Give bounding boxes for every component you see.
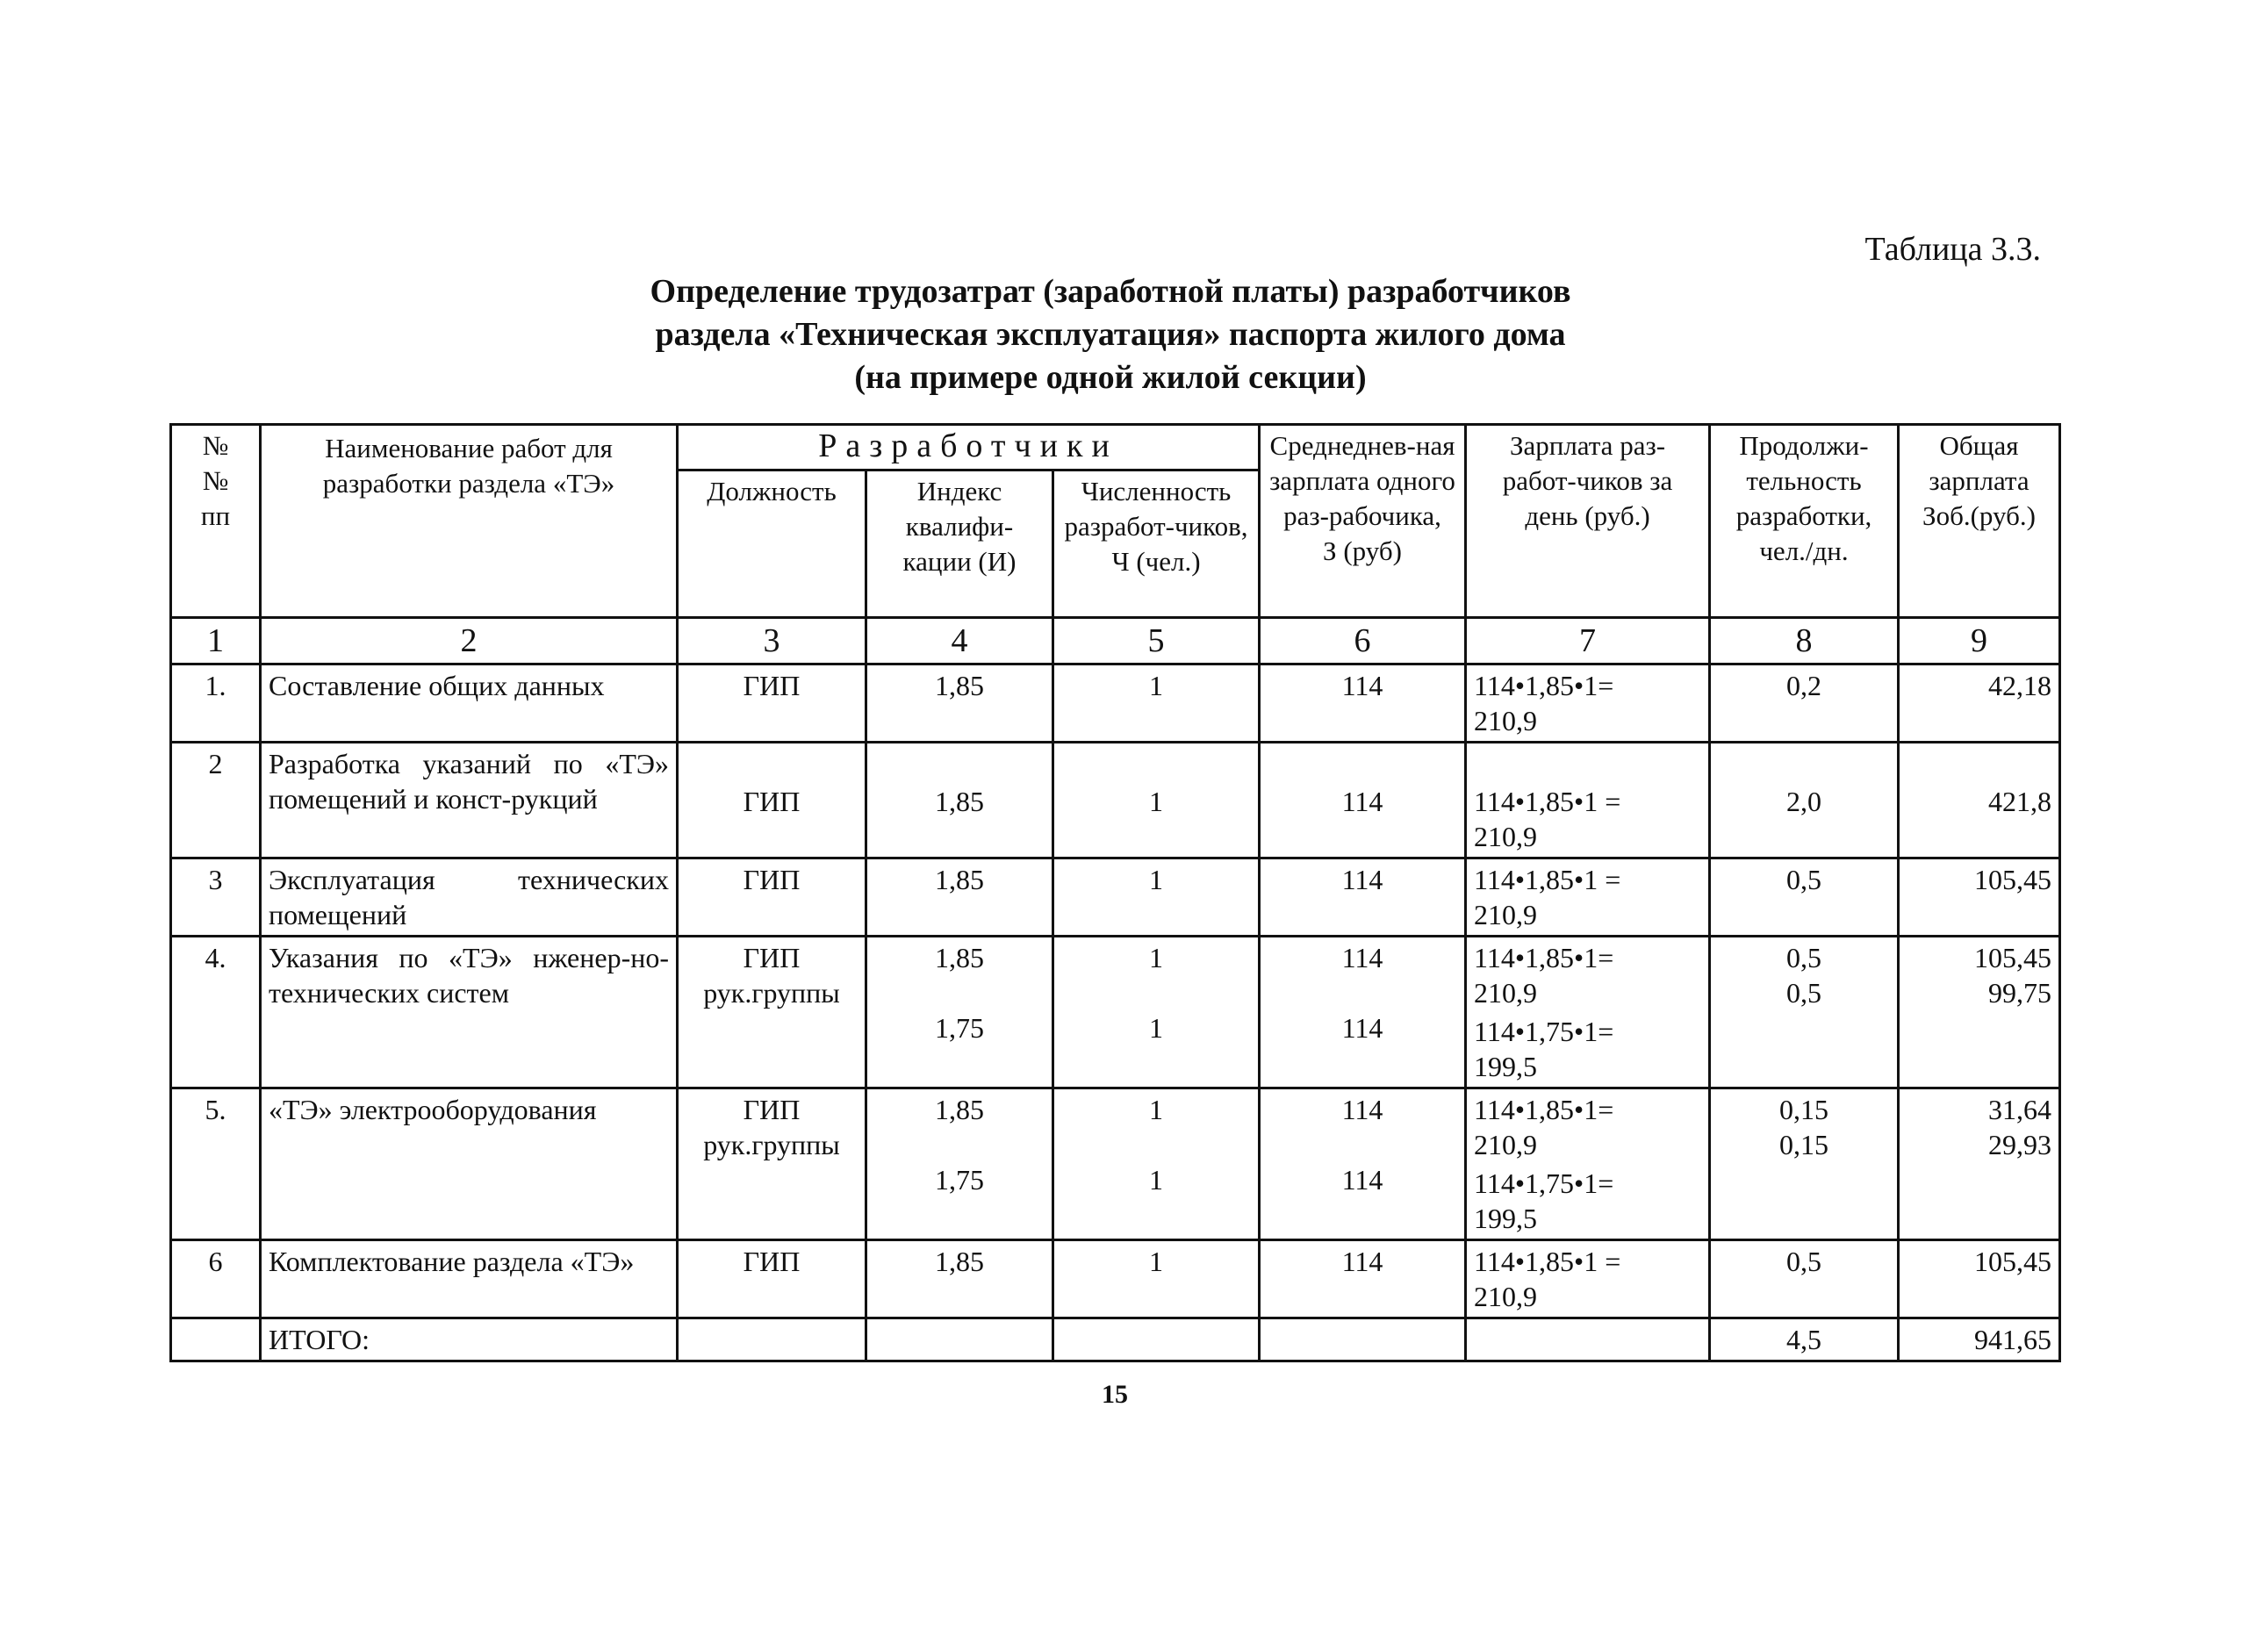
row-name: Составление общих данных [261, 664, 678, 743]
table-title [527, 270, 1694, 399]
title-line-3: (на примере одной жилой секции) [854, 359, 1367, 396]
count-value: 1 [1149, 942, 1163, 973]
header-total-salary: Общая зарплата Зоб.(руб.) [1899, 425, 2060, 618]
row-count: 1 [1053, 1240, 1260, 1318]
row-count: 1 [1053, 858, 1260, 937]
row-salary [1466, 1088, 1710, 1240]
position-value: рук.группы [703, 1129, 840, 1160]
index-value: 1,75 [935, 1164, 984, 1196]
row-num: 3 [171, 858, 261, 937]
row-num: 5. [171, 1088, 261, 1240]
count-value: 1 [1149, 1012, 1163, 1044]
table-row [171, 1088, 2060, 1240]
row-index: 1,85 [866, 1240, 1053, 1318]
row-index: 1,85 [866, 858, 1053, 937]
header-num-line-2: № [202, 465, 229, 496]
header-avg-salary-text: Среднеднев-ная зарплата одного раз-рабочика, [1269, 430, 1455, 531]
salary-result: 210,9 [1474, 977, 1537, 1009]
total-num-empty [171, 1318, 261, 1361]
avg-salary-value: 114 [1341, 942, 1383, 973]
row-total: 421,8 [1899, 743, 2060, 858]
header-developers: Разработчики [678, 425, 1260, 470]
position-value: рук.группы [703, 977, 840, 1009]
header-count [1053, 470, 1260, 618]
column-number: 9 [1899, 618, 2060, 664]
header-position: Должность [678, 470, 866, 618]
avg-salary-value: 114 [1341, 1164, 1383, 1196]
row-total [1899, 937, 2060, 1088]
column-numbers-row [171, 618, 2060, 664]
row-position [678, 1088, 866, 1240]
title-line-1: Определение трудозатрат (заработной платы) разработчиков [650, 273, 1571, 310]
column-number: 1 [171, 618, 261, 664]
total-empty [1053, 1318, 1260, 1361]
total-empty [1260, 1318, 1466, 1361]
total-label: ИТОГО: [261, 1318, 678, 1361]
total-duration: 4,5 [1710, 1318, 1899, 1361]
table-label: Таблица 3.3. [1864, 231, 2041, 268]
total-row [171, 1318, 2060, 1361]
header-num-line-1: № [202, 430, 229, 461]
table-row [171, 743, 2060, 858]
column-number: 7 [1466, 618, 1710, 664]
row-num: 2 [171, 743, 261, 858]
row-salary [1466, 858, 1710, 937]
total-salary: 941,65 [1899, 1318, 2060, 1361]
title-line-2: раздела «Техническая эксплуатация» паспорта жилого дома [655, 316, 1566, 353]
row-count: 1 [1053, 664, 1260, 743]
header-name: Наименование работ для разработки раздела «ТЭ» [261, 425, 678, 618]
row-count: 1 [1053, 743, 1260, 858]
row-avg-salary: 114 [1260, 1240, 1466, 1318]
total-empty [866, 1318, 1053, 1361]
row-name: Указания по «ТЭ» нженер-но-технических систем [261, 937, 678, 1088]
row-count [1053, 937, 1260, 1088]
page-number: 15 [1102, 1380, 1128, 1409]
salary-formula: 114•1,85•1 = [1474, 786, 1621, 817]
count-value: 1 [1149, 1164, 1163, 1196]
row-position [678, 937, 866, 1088]
header-num [171, 425, 261, 618]
total-value: 105,45 [1974, 942, 2051, 973]
row-duration: 0,5 [1710, 858, 1899, 937]
row-avg-salary [1260, 1088, 1466, 1240]
row-name: Эксплуатация технических помещений [261, 858, 678, 937]
row-avg-salary: 114 [1260, 858, 1466, 937]
duration-value: 0,5 [1786, 977, 1821, 1009]
row-total: 105,45 [1899, 1240, 2060, 1318]
row-position: ГИП [678, 664, 866, 743]
header-avg-salary [1260, 425, 1466, 618]
row-avg-salary: 114 [1260, 664, 1466, 743]
row-position: ГИП [678, 858, 866, 937]
row-name: «ТЭ» электрооборудования [261, 1088, 678, 1240]
row-name: Разработка указаний по «ТЭ» помещений и конст-рукций [261, 743, 678, 858]
row-duration [1710, 937, 1899, 1088]
table-row [171, 1240, 2060, 1318]
header-count-unit: Ч (чел.) [1111, 546, 1201, 577]
row-position: ГИП [678, 743, 866, 858]
salary-result: 199,5 [1474, 1203, 1537, 1234]
total-value: 31,64 [1988, 1094, 2051, 1125]
total-value: 29,93 [1988, 1129, 2051, 1160]
position-value: ГИП [743, 942, 801, 973]
row-index [866, 937, 1053, 1088]
salary-result: 210,9 [1474, 899, 1537, 930]
row-index [866, 1088, 1053, 1240]
row-total [1899, 1088, 2060, 1240]
row-num: 6 [171, 1240, 261, 1318]
salary-formula: 114•1,85•1= [1474, 1094, 1614, 1125]
salary-result: 210,9 [1474, 1281, 1537, 1312]
row-salary [1466, 1240, 1710, 1318]
header-salary-day: Зарплата раз-работ-чиков за день (руб.) [1466, 425, 1710, 618]
salary-formula: 114•1,85•1 = [1474, 864, 1621, 895]
salary-formula: 114•1,85•1 = [1474, 1246, 1621, 1277]
salary-formula: 114•1,85•1= [1474, 670, 1614, 701]
duration-value: 0,15 [1779, 1094, 1828, 1125]
row-salary [1466, 743, 1710, 858]
avg-salary-value: 114 [1341, 1012, 1383, 1044]
row-avg-salary: 114 [1260, 743, 1466, 858]
labor-cost-table [169, 423, 2061, 1362]
row-salary [1466, 937, 1710, 1088]
row-name: Комплектование раздела «ТЭ» [261, 1240, 678, 1318]
salary-result: 210,9 [1474, 821, 1537, 852]
row-total: 42,18 [1899, 664, 2060, 743]
column-number: 3 [678, 618, 866, 664]
salary-formula: 114•1,85•1= [1474, 942, 1614, 973]
duration-value: 0,15 [1779, 1129, 1828, 1160]
table-row [171, 937, 2060, 1088]
row-duration: 0,5 [1710, 1240, 1899, 1318]
row-total: 105,45 [1899, 858, 2060, 937]
row-count [1053, 1088, 1260, 1240]
header-num-line-3: пп [200, 500, 231, 531]
header-duration: Продолжи-тельность разработки, чел./дн. [1710, 425, 1899, 618]
column-number: 4 [866, 618, 1053, 664]
header-avg-salary-unit: З (руб) [1323, 535, 1402, 566]
count-value: 1 [1149, 1094, 1163, 1125]
salary-formula: 114•1,75•1= [1474, 1016, 1614, 1047]
total-empty [678, 1318, 866, 1361]
total-value: 99,75 [1988, 977, 2051, 1009]
position-value: ГИП [743, 1094, 801, 1125]
row-duration: 0,2 [1710, 664, 1899, 743]
index-value: 1,85 [935, 1094, 984, 1125]
total-empty [1466, 1318, 1710, 1361]
row-num: 4. [171, 937, 261, 1088]
row-duration [1710, 1088, 1899, 1240]
column-number: 5 [1053, 618, 1260, 664]
row-index: 1,85 [866, 743, 1053, 858]
column-number: 2 [261, 618, 678, 664]
row-duration: 2,0 [1710, 743, 1899, 858]
avg-salary-value: 114 [1341, 1094, 1383, 1125]
duration-value: 0,5 [1786, 942, 1821, 973]
header-index: Индекс квалифи-кации (И) [866, 470, 1053, 618]
row-position: ГИП [678, 1240, 866, 1318]
row-avg-salary [1260, 937, 1466, 1088]
table-row [171, 858, 2060, 937]
salary-result: 199,5 [1474, 1051, 1537, 1082]
salary-result: 210,9 [1474, 1129, 1537, 1160]
salary-formula: 114•1,75•1= [1474, 1167, 1614, 1199]
row-num: 1. [171, 664, 261, 743]
column-number: 6 [1260, 618, 1466, 664]
row-salary [1466, 664, 1710, 743]
index-value: 1,85 [935, 942, 984, 973]
row-index: 1,85 [866, 664, 1053, 743]
header-count-text: Численность разработ-чиков, [1064, 476, 1248, 542]
index-value: 1,75 [935, 1012, 984, 1044]
column-number: 8 [1710, 618, 1899, 664]
header-row-1 [171, 425, 2060, 470]
salary-result: 210,9 [1474, 705, 1537, 736]
table-row [171, 664, 2060, 743]
